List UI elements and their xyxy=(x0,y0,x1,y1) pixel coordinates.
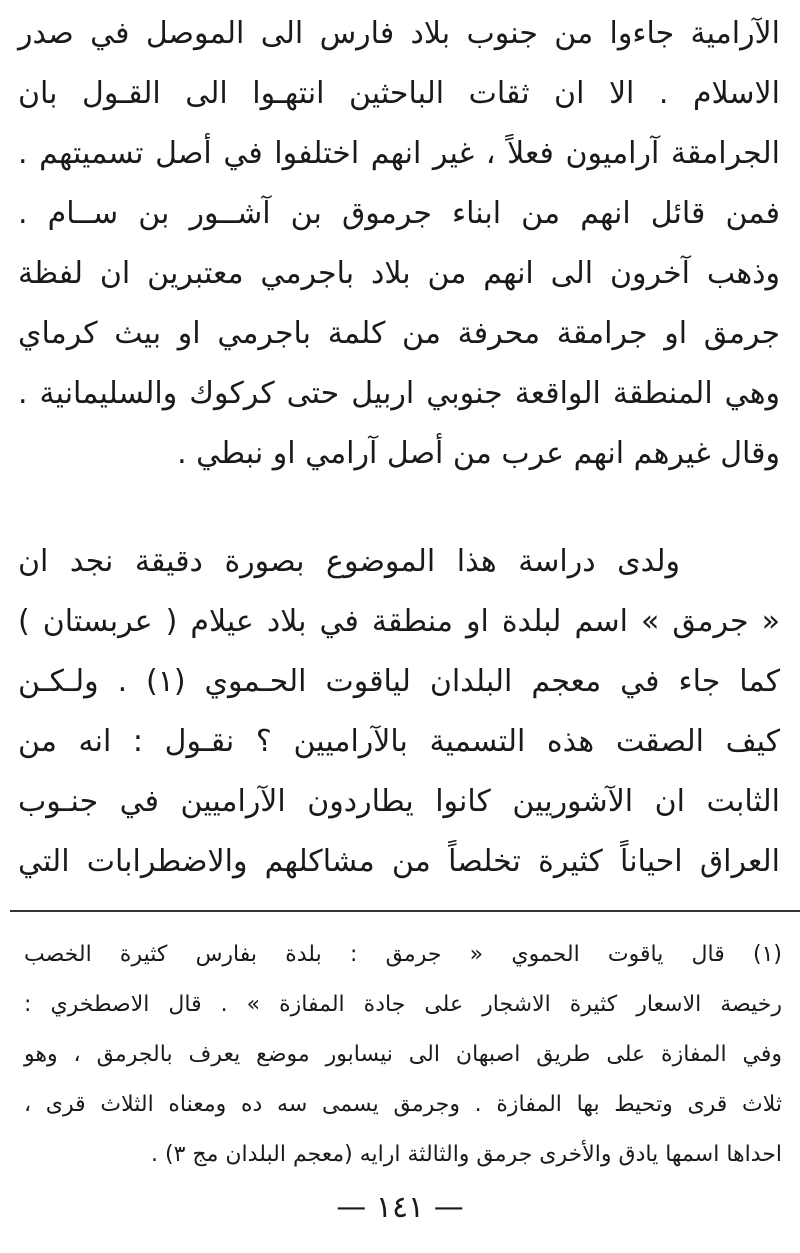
page-number: — ١٤١ — xyxy=(336,1190,464,1225)
footnote-line: احداها اسمها يادق والأخرى جرمق والثالثة ارايه (معجم البلدان مج ٣) . xyxy=(151,1142,782,1167)
footnote-divider xyxy=(10,910,800,912)
footnote-line: (١) قال ياقوت الحموي « جرمق : بلدة بفارس كثيرة الخصب xyxy=(24,942,782,967)
paragraph1-line: وقال غيرهم انهم عرب من أصل آرامي او نبطي . xyxy=(177,436,780,471)
paragraph2-line: العراق احياناً كثيرة تخلصاً من مشاكلهم والاضطرابات التي xyxy=(18,844,780,879)
paragraph1-line: الآرامية جاءوا من جنوب بلاد فارس الى الموصل في صدر xyxy=(18,16,780,51)
footnote-line: وفي المفازة على طريق اصبهان الى نيسابور موضع يعرف بالجرمق ، وهو xyxy=(24,1042,782,1067)
paragraph1-line: جرمق او جرامقة محرفة من كلمة باجرمي او بيث كرماي xyxy=(18,316,780,351)
paragraph2-line: « جرمق » اسم لبلدة او منطقة في بلاد عيلام ( عربستان ) xyxy=(18,604,780,639)
paragraph1-line: فمن قائل انهم من ابناء جرموق بن آشــور بن ســام . xyxy=(18,196,780,231)
paragraph1-line: وهي المنطقة الواقعة جنوبي اربيل حتى كركوك والسليمانية . xyxy=(18,376,780,411)
paragraph2-line: كما جاء في معجم البلدان لياقوت الحـموي (١) . ولـكـن xyxy=(18,664,780,699)
paragraph2-line: كيف الصقت هذه التسمية بالآراميين ؟ نقـول : انه من xyxy=(18,724,780,759)
paragraph1-line: الاسلام . الا ان ثقات الباحثين انتهـوا الى القـول بان xyxy=(18,76,780,111)
paragraph1-line: وذهب آخرون الى انهم من بلاد باجرمي معتبرين ان لفظة xyxy=(18,256,780,291)
paragraph1-line: الجرامقة آراميون فعلاً ، غير انهم اختلفوا في أصل تسميتهم . xyxy=(18,136,780,171)
footnote-line: رخيصة الاسعار كثيرة الاشجار على جادة المفازة » . قال الاصطخري : xyxy=(24,992,782,1017)
paragraph2-line: ولدى دراسة هذا الموضوع بصورة دقيقة نجد ان xyxy=(18,544,680,579)
footnote-line: ثلاث قرى وتحيط بها المفازة . وجرمق يسمى سه ده ومعناه الثلاث قرى ، xyxy=(24,1092,782,1117)
paragraph2-line: الثابت ان الآشوريين كانوا يطاردون الآراميين في جنـوب xyxy=(18,784,780,819)
